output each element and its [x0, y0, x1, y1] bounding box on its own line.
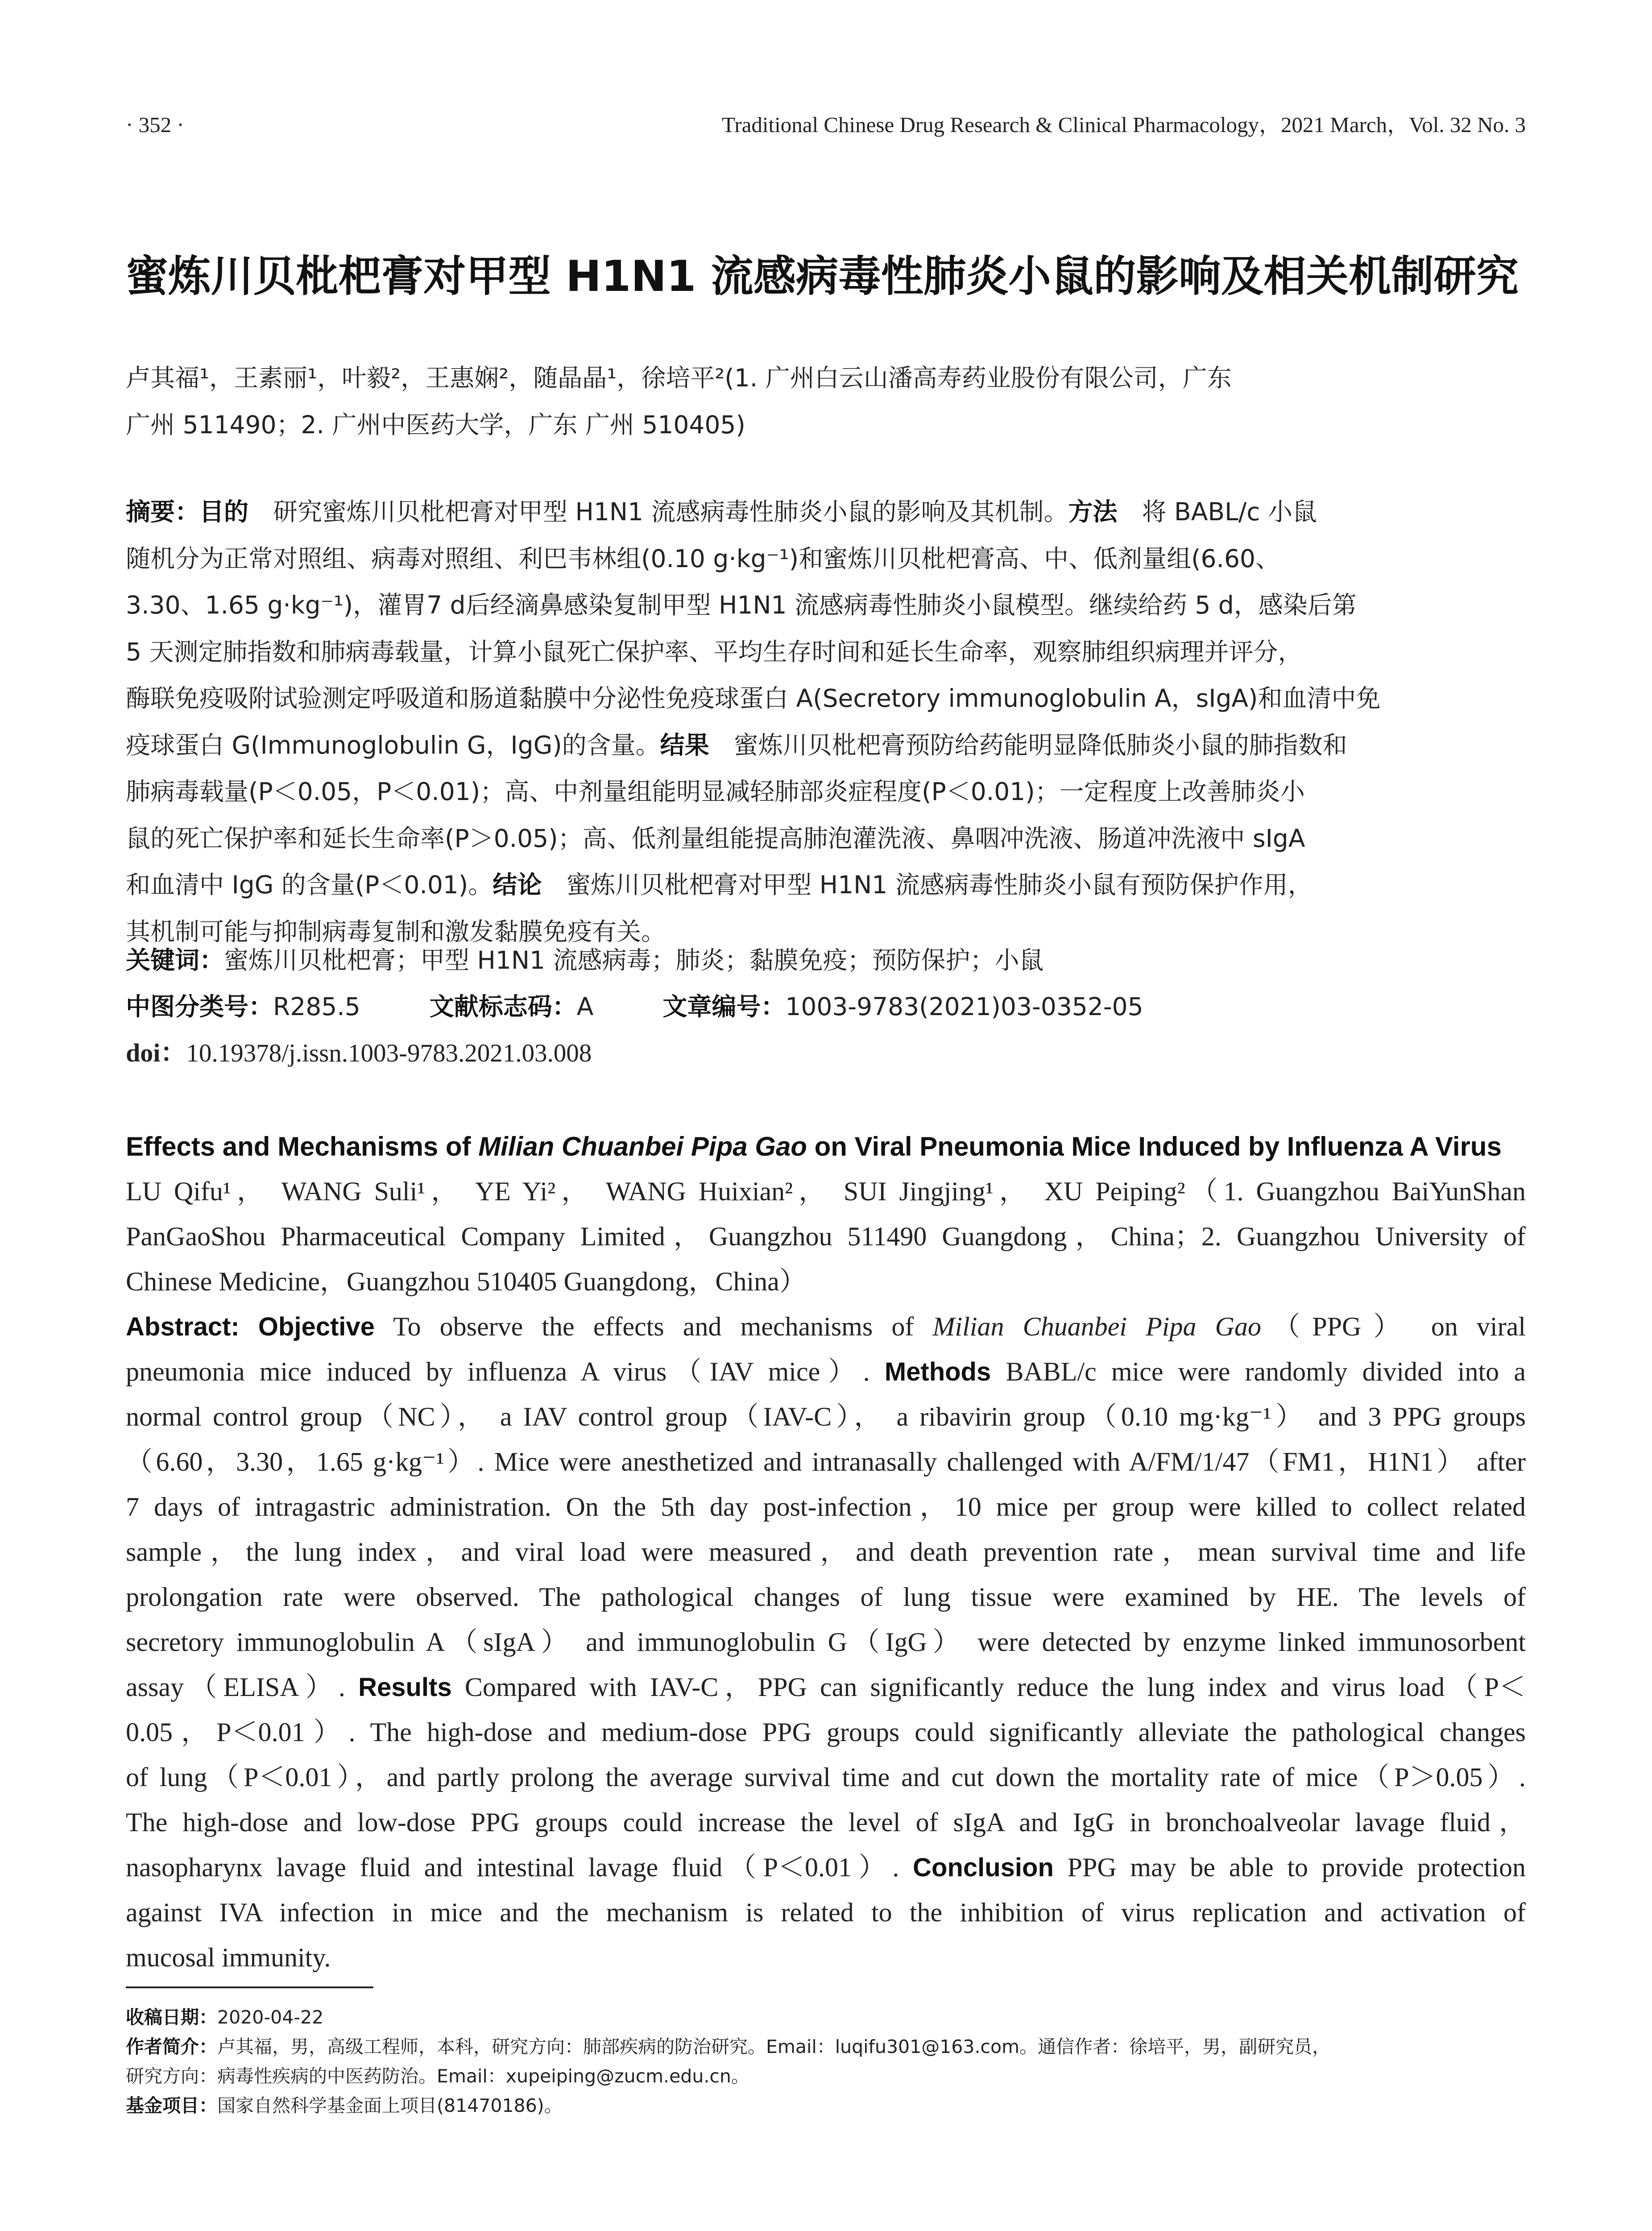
abstract-en-text: BABL/c mice were randomly divided into a — [991, 1357, 1526, 1386]
english-abstract-line: secretory immunoglobulin A（sIgA） and immunoglobulin G（IgG） were detected by enzyme linked immunosorbent — [126, 1627, 1526, 1657]
english-authors-line: PanGaoShou Pharmaceutical Company Limited，Guangzhou 511490 Guangdong，China；2. Guangzhou University of — [126, 1222, 1526, 1251]
chinese-authors — [126, 355, 1526, 448]
english-abstract-line — [126, 1665, 1526, 1710]
english-abstract — [126, 1304, 1526, 1980]
doi-label: doi： — [126, 1038, 186, 1067]
chinese-abstract-line — [126, 722, 1526, 769]
chinese-abstract-line: 其机制可能与抑制病毒复制和激发黏膜免疫有关。 — [126, 917, 666, 946]
chinese-abstract-line — [126, 862, 1526, 908]
english-title-italic: Milian Chuanbei Pipa Gao — [478, 1132, 807, 1161]
english-title — [126, 1124, 1526, 1169]
english-title-text: Effects and Mechanisms of — [126, 1132, 479, 1161]
english-abstract-line: The high-dose and low-dose PPG groups could increase the level of sIgA and IgG in bronchoalveolar lavage fluid， — [126, 1808, 1526, 1837]
chinese-abstract-line: 鼠的死亡保护率和延长生命率(P＞0.05)；高、低剂量组能提高肺泡灌洗液、鼻咽冲洗液、肠道冲洗液中 sIgA — [126, 824, 1305, 853]
english-abstract-line: against IVA infection in mice and the mechanism is related to the inhibition of virus replication and activation of — [126, 1898, 1526, 1927]
english-abstract-line: mucosal immunity. — [126, 1943, 331, 1972]
author-bio-label: 作者简介： — [126, 2036, 217, 2057]
chinese-abstract-line: 肺病毒载量(P＜0.05，P＜0.01)；高、中剂量组能明显减轻肺部炎症程度(P＜0.01)；一定程度上改善肺炎小 — [126, 777, 1305, 806]
english-authors-line: Chinese Medicine，Guangzhou 510405 Guangdong，China） — [126, 1267, 806, 1296]
objective-label: 目的 — [199, 498, 249, 526]
english-authors — [126, 1169, 1526, 1304]
english-abstract-line: 0.05，P＜0.01）. The high-dose and medium-dose PPG groups could significantly alleviate the pathological changes — [126, 1717, 1526, 1747]
author-bio-text: 卢其福，男，高级工程师，本科，研究方向：肺部疾病的防治研究。Email：luqifu301@163.com。通信作者：徐培平，男，副研究员， — [217, 2036, 1331, 2057]
english-authors-line: LU Qifu¹， WANG Suli¹， YE Yi²， WANG Huixian²， SUI Jingjing¹， XU Peiping²（1. Guangzhou BaiYunShan — [126, 1177, 1526, 1206]
chinese-abstract-line: 酶联免疫吸附试验测定呼吸道和肠道黏膜中分泌性免疫球蛋白 A(Secretory immunoglobulin A，sIgA)和血清中免 — [126, 684, 1381, 713]
doi-value[interactable]: 10.19378/j.issn.1003-9783.2021.03.008 — [186, 1039, 592, 1067]
doi-line — [126, 1030, 1526, 1076]
received-date-line — [126, 2003, 1526, 2032]
chinese-abstract-line: 随机分为正常对照组、病毒对照组、利巴韦林组(0.10 g·kg⁻¹)和蜜炼川贝枇杷膏高、中、低剂量组(6.60、 — [126, 544, 1280, 573]
chinese-authors-line: 卢其福¹，王素丽¹，叶毅²，王惠娴²，随晶晶¹，徐培平²(1. 广州白云山潘高寿药业股份有限公司，广东 — [126, 364, 1232, 392]
abstract-text: 和血清中 IgG 的含量(P＜0.01)。 — [126, 871, 493, 899]
chinese-authors-line: 广州 511490；2. 广州中医药大学，广东 广州 510405) — [126, 411, 745, 439]
chinese-metadata — [126, 937, 1526, 1076]
footnote-divider — [126, 1986, 373, 1988]
abstract-text: 疫球蛋白 G(Immunoglobulin G，IgG)的含量。 — [126, 730, 660, 759]
methods-en-label: Methods — [884, 1357, 991, 1386]
chinese-abstract-line: 5 天测定肺指数和肺病毒载量，计算小鼠死亡保护率、平均生存时间和延长生命率，观察肺组织病理并评分， — [126, 637, 1303, 666]
abstract-en-text: Compared with IAV-C，PPG can significantly reduce the lung index and virus load（P＜ — [451, 1672, 1526, 1702]
author-bio-line: 研究方向：病毒性疾病的中医药防治。Email：xupeiping@zucm.edu.cn。 — [126, 2065, 749, 2087]
english-abstract-line: normal control group（NC）， a IAV control group（IAV-C）， a ribavirin group（0.10 mg·kg⁻¹） and 3 PPG groups — [126, 1402, 1526, 1431]
funding-value: 国家自然科学基金面上项目(81470186)。 — [217, 2095, 563, 2116]
conclusion-label: 结论 — [493, 871, 542, 899]
keywords-label: 关键词： — [126, 946, 224, 975]
chinese-abstract-line: 3.30、1.65 g·kg⁻¹)，灌胃7 d后经滴鼻感染复制甲型 H1N1 流感病毒性肺炎小鼠模型。继续给药 5 d，感染后第 — [126, 591, 1357, 619]
abstract-en-text: nasopharynx lavage fluid and intestinal lavage fluid（P＜0.01）. — [126, 1853, 913, 1882]
footnotes — [126, 2003, 1526, 2120]
results-en-label: Results — [358, 1673, 452, 1702]
results-label: 结果 — [660, 730, 709, 759]
chinese-abstract-line — [126, 489, 1526, 535]
english-title-text: on Viral Pneumonia Mice Induced by Influenza A Virus — [807, 1132, 1502, 1161]
document-code-value: A — [576, 992, 594, 1021]
chinese-abstract — [126, 489, 1526, 955]
document-code-label: 文献标志码： — [429, 992, 577, 1021]
classification-line — [126, 983, 1526, 1030]
abstract-text: 将 BABL/c 小鼠 — [1142, 498, 1317, 526]
running-header — [126, 107, 1526, 143]
english-abstract-line — [126, 1304, 1526, 1349]
english-abstract-line: （6.60，3.30，1.65 g·kg⁻¹）. Mice were anesthetized and intranasally challenged with A/FM/1/47（FM1，H1N1） after — [126, 1447, 1526, 1476]
article-number-label: 文章编号： — [662, 992, 786, 1021]
received-value: 2020-04-22 — [217, 2007, 324, 2028]
abstract-en-text: assay（ELISA）. — [126, 1672, 359, 1702]
chinese-title: 蜜炼川贝枇杷膏对甲型 H1N1 流感病毒性肺炎小鼠的影响及相关机制研究 — [126, 252, 1519, 301]
english-abstract-line — [126, 1349, 1526, 1394]
author-bio-line — [126, 2032, 1526, 2061]
abstract-en-text: To observe the effects and mechanisms of — [374, 1312, 933, 1341]
english-abstract-line: of lung（P＜0.01），and partly prolong the average survival time and cut down the mortality rate of mice（P＞0.05）. — [126, 1762, 1526, 1792]
abstract-en-text: PPG may be able to provide protection — [1053, 1853, 1526, 1882]
abstract-text: 蜜炼川贝枇杷膏预防给药能明显降低肺炎小鼠的肺指数和 — [733, 730, 1347, 759]
abstract-en-text: （PPG） on viral — [1261, 1312, 1526, 1341]
abstract-en-text: pneumonia mice induced by influenza A virus（IAV mice）. — [126, 1357, 885, 1386]
keywords-value: 蜜炼川贝枇杷膏；甲型 H1N1 流感病毒；肺炎；黏膜免疫；预防保护；小鼠 — [224, 946, 1044, 975]
english-abstract-line: sample，the lung index，and viral load were measured，and death prevention rate，mean survival time and life — [126, 1537, 1526, 1567]
english-abstract-line: prolongation rate were observed. The pathological changes of lung tissue were examined by HE. The levels of — [126, 1582, 1526, 1612]
article-number-value: 1003-9783(2021)03-0352-05 — [785, 992, 1143, 1021]
english-abstract-line — [126, 1845, 1526, 1890]
abstract-en-label: Abstract: — [126, 1312, 240, 1341]
journal-info: Traditional Chinese Drug Research & Clinical Pharmacology，2021 March，Vol. 32 No. 3 — [722, 112, 1526, 137]
funding-label: 基金项目： — [126, 2095, 217, 2116]
english-abstract-line: 7 days of intragastric administration. On the 5th day post-infection，10 mice per group were killed to collect related — [126, 1492, 1526, 1522]
conclusion-en-label: Conclusion — [913, 1853, 1054, 1882]
abstract-label: 摘要： — [126, 498, 200, 526]
methods-label: 方法 — [1068, 498, 1118, 526]
funding-line — [126, 2091, 1526, 2120]
abstract-text: 蜜炼川贝枇杷膏对甲型 H1N1 流感病毒性肺炎小鼠有预防保护作用， — [566, 871, 1312, 899]
clc-label: 中图分类号： — [126, 992, 273, 1021]
received-label: 收稿日期： — [126, 2007, 217, 2028]
objective-en-label: Objective — [258, 1312, 375, 1341]
abstract-text: 研究蜜炼川贝枇杷膏对甲型 H1N1 流感病毒性肺炎小鼠的影响及其机制。 — [273, 498, 1068, 526]
abstract-en-italic: Milian Chuanbei Pipa Gao — [932, 1312, 1261, 1341]
keywords-line — [126, 937, 1526, 983]
page-number: · 352 · — [126, 112, 184, 137]
clc-value: R285.5 — [273, 992, 360, 1021]
